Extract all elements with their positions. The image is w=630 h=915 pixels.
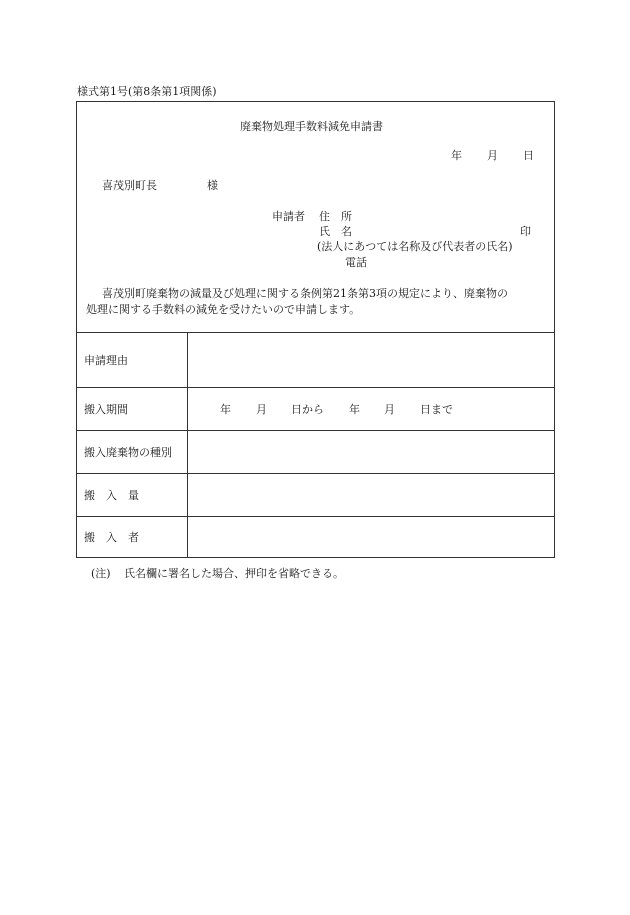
seal-mark: 印 <box>520 225 531 238</box>
addressee-honorific: 様 <box>207 179 218 192</box>
address-label: 住 所 <box>319 210 352 223</box>
footnote-marker: (注) <box>91 567 111 580</box>
row-label-carrier: 搬 入 者 <box>84 531 139 544</box>
period-from-day: 日から <box>291 403 324 416</box>
date-year: 年 <box>451 149 462 162</box>
name-label: 氏 名 <box>319 225 352 238</box>
period-from-year: 年 <box>220 403 231 416</box>
period-to-year: 年 <box>349 403 360 416</box>
corporate-note: (法人にあつては名称及び代表者の氏名) <box>317 240 513 253</box>
body-line-2: 処理に関する手数料の減免を受けたいので申請します。 <box>86 303 361 316</box>
form-title: 廃棄物処理手数料減免申請書 <box>240 120 383 133</box>
period-to-day: 日まで <box>420 403 453 416</box>
date-day: 日 <box>523 149 534 162</box>
row-label-quantity: 搬 入 量 <box>84 489 139 502</box>
body-line-1: 喜茂別町廃棄物の減量及び処理に関する条例第21条第3項の規定により、廃棄物の <box>102 287 508 300</box>
row-label-reason: 申請理由 <box>84 354 128 367</box>
row-divider <box>76 430 555 431</box>
column-divider <box>187 333 188 558</box>
date-month: 月 <box>487 149 498 162</box>
row-divider <box>76 516 555 517</box>
addressee-name: 喜茂別町長 <box>102 179 157 192</box>
phone-label: 電話 <box>345 256 367 269</box>
table-top-rule <box>76 332 555 333</box>
footnote-text: 氏名欄に署名した場合、押印を省略できる。 <box>124 567 344 580</box>
row-divider <box>76 387 555 388</box>
row-label-waste-type: 搬入廃棄物の種別 <box>84 446 172 459</box>
form-number: 様式第1号(第8条第1項関係) <box>77 85 217 98</box>
period-to-month: 月 <box>384 403 395 416</box>
row-label-period: 搬入期間 <box>84 403 128 416</box>
form-box <box>76 101 555 558</box>
period-from-month: 月 <box>256 403 267 416</box>
row-divider <box>76 473 555 474</box>
applicant-label: 申請者 <box>272 210 305 223</box>
